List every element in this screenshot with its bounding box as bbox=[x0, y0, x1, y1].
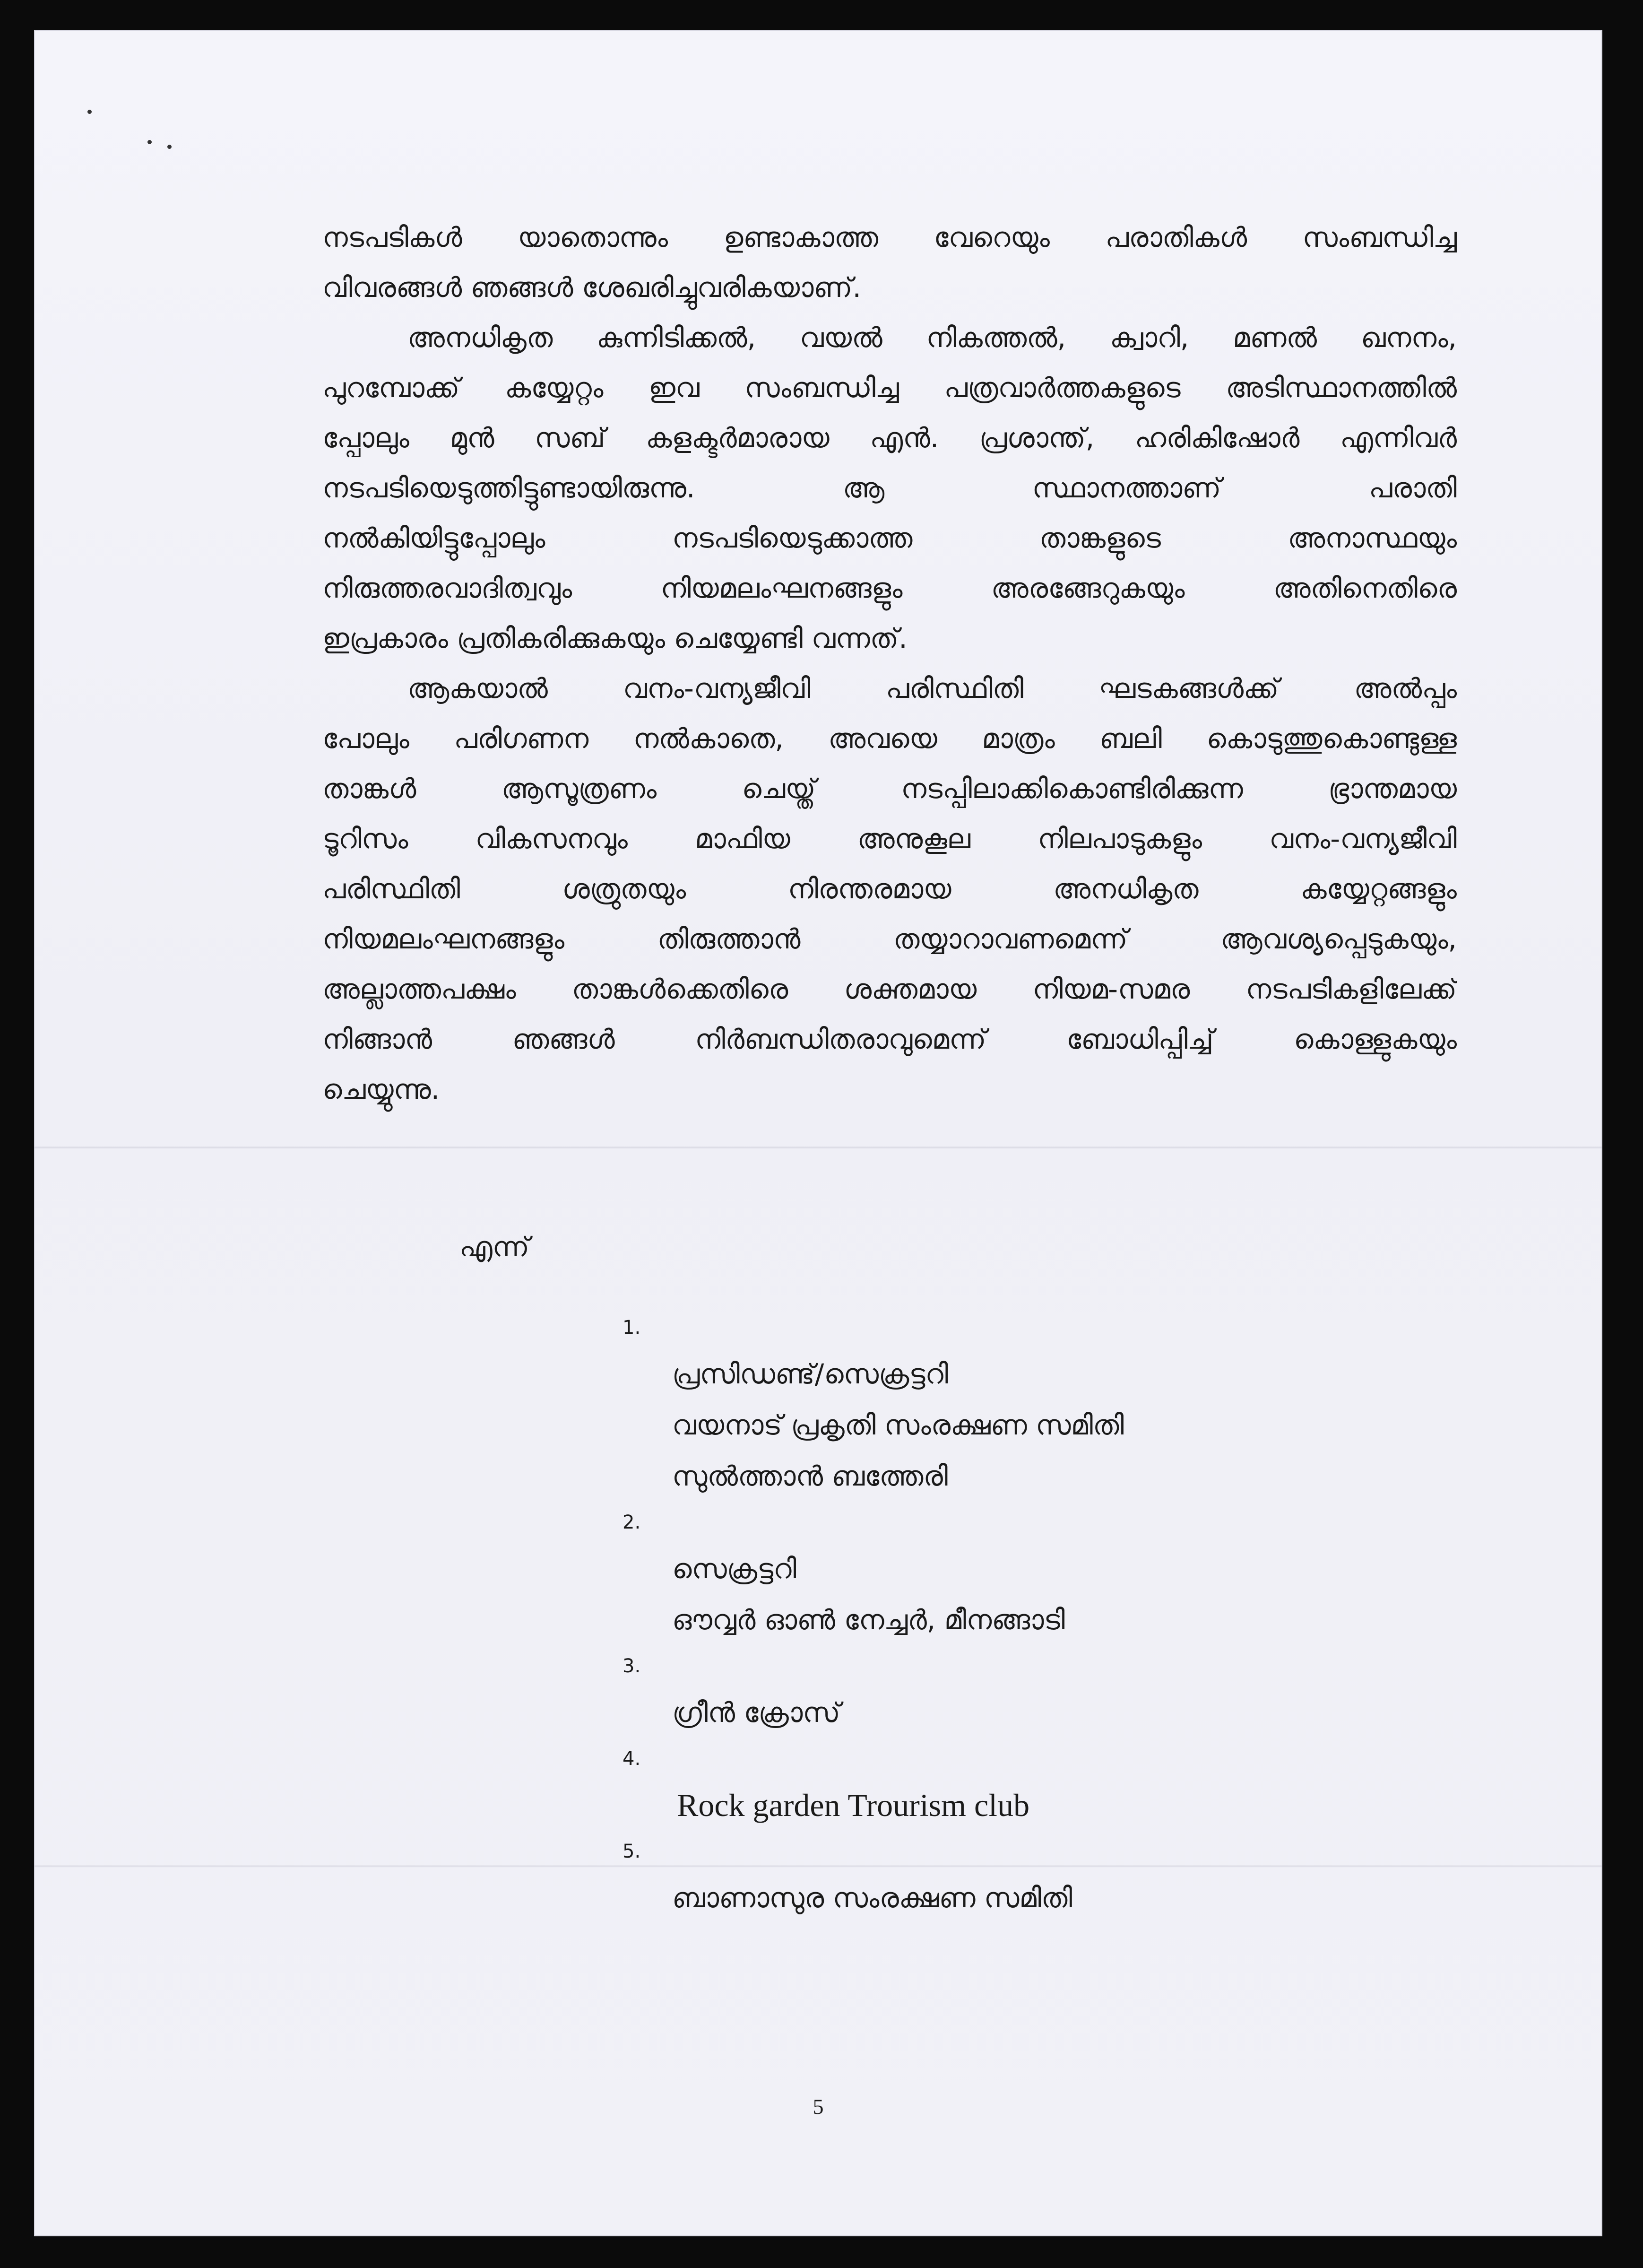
body-line: ഇപ്രകാരം പ്രതികരിക്കുകയും ചെയ്യേണ്ടി വന്നത്. bbox=[322, 622, 908, 654]
page-number: 5 bbox=[813, 2094, 824, 2119]
signatory-line: ബാണാസുര സംരക്ഷണ സമിതി bbox=[672, 1882, 1072, 1914]
body-line: നിയമലംഘനങ്ങളും തിരുത്താൻ തയ്യാറാവണമെന്ന് ആവശ്യപ്പെടുകയും, bbox=[322, 923, 1457, 955]
body-line: ആകയാൽ വനം-വന്യജീവി പരിസ്ഥിതി ഘടകങ്ങൾക്ക് അൽപ്പം bbox=[407, 672, 1457, 704]
signatory-number: 3. bbox=[623, 1655, 641, 1677]
body-line: പ്പോലും മുൻ സബ് കളക്ടർമാരായ എൻ. പ്രശാന്ത്, ഹരികിഷോർ എന്നിവർ bbox=[322, 422, 1457, 454]
body-line: ടൂറിസം വികസനവും മാഫിയ അനുകൂല നിലപാടുകളും വനം-വന്യജീവി bbox=[322, 823, 1457, 855]
body-line: നിരുത്തരവാദിത്വവും നിയമലംഘനങ്ങളും അരങ്ങേറുകയും അതിനെതിരെ bbox=[322, 572, 1457, 604]
body-line: അനധികൃത കുന്നിടിക്കൽ, വയൽ നികത്തൽ, ക്വാറി, മണൽ ഖനനം, bbox=[407, 322, 1457, 354]
body-line: നിങ്ങാൻ ഞങ്ങൾ നിർബന്ധിതരാവുമെന്ന് ബോധിപ്പിച്ച് കൊള്ളുകയും bbox=[322, 1023, 1457, 1055]
signatory-line: പ്രസിഡണ്ട്/സെക്രട്ടറി bbox=[672, 1358, 949, 1390]
body-line: പുറമ്പോക്ക് കയ്യേറ്റം ഇവ സംബന്ധിച്ച പത്രവാർത്തകളുടെ അടിസ്ഥാനത്തിൽ bbox=[322, 372, 1457, 404]
signatory-item bbox=[623, 1307, 1332, 1502]
signatory-item bbox=[623, 1831, 1332, 1923]
document-page bbox=[34, 30, 1602, 2236]
body-line: ചെയ്യുന്നു. bbox=[322, 1073, 440, 1105]
body-line: നടപടികൾ യാതൊന്നും ഉണ്ടാകാത്ത വേറെയും പരാതികൾ സംബന്ധിച്ച bbox=[322, 221, 1457, 253]
letter-body bbox=[322, 212, 1457, 1114]
signatory-line: ഗ്രീൻ ക്രോസ് bbox=[672, 1696, 840, 1729]
body-line: വിവരങ്ങൾ ഞങ്ങൾ ശേഖരിച്ചുവരികയാണ്. bbox=[322, 271, 861, 304]
signatory-line: സുൽത്താൻ ബത്തേരി bbox=[672, 1460, 948, 1492]
body-line: നൽകിയിട്ടുപ്പോലും നടപടിയെടുക്കാത്ത താങ്കളുടെ അനാസ്ഥയും bbox=[322, 522, 1457, 554]
body-line: നടപടിയെടുത്തിട്ടുണ്ടായിരുന്നു. ആ സ്ഥാനത്താണ് പരാതി bbox=[322, 472, 1457, 504]
signatory-item bbox=[623, 1645, 1332, 1738]
signatory-number: 4. bbox=[623, 1748, 641, 1770]
paper-fold-crease bbox=[34, 1146, 1602, 1149]
signatory-number: 5. bbox=[623, 1841, 641, 1862]
paper-speck bbox=[167, 145, 172, 149]
signatory-line: വയനാട് പ്രകൃതി സംരക്ഷണ സമിതി bbox=[672, 1409, 1124, 1441]
body-line: പോലും പരിഗണന നൽകാതെ, അവയെ മാത്രം ബലി കൊടുത്തുകൊണ്ടുള്ള bbox=[322, 722, 1457, 755]
body-line: താങ്കൾ ആസൂത്രണം ചെയ്ത് നടപ്പിലാക്കികൊണ്ടിരിക്കുന്ന ഭ്രാന്തമായ bbox=[322, 773, 1457, 805]
paper-speck bbox=[87, 110, 92, 114]
body-line: പരിസ്ഥിതി ശത്രുതയും നിരന്തരമായ അനധികൃത കയ്യേറ്റങ്ങളും bbox=[322, 873, 1457, 905]
signatory-number: 1. bbox=[623, 1317, 641, 1338]
closing-word: എന്ന് bbox=[459, 1231, 530, 1263]
body-line: അല്ലാത്തപക്ഷം താങ്കൾക്കെതിരെ ശക്തമായ നിയമ-സമര നടപടികളിലേക്ക് bbox=[322, 973, 1457, 1005]
signatory-number: 2. bbox=[623, 1512, 641, 1533]
paper-speck bbox=[147, 140, 152, 144]
signatory-line: Rock garden Trourism club bbox=[677, 1787, 1030, 1823]
signatory-line: സെക്രട്ടറി bbox=[672, 1553, 796, 1585]
signatory-item bbox=[623, 1502, 1332, 1645]
signatory-line: ഔവ്വർ ഓൺ നേച്ചർ, മീനങ്ങാടി bbox=[672, 1604, 1065, 1636]
signatory-item bbox=[623, 1738, 1332, 1831]
signatory-list bbox=[623, 1307, 1332, 1923]
